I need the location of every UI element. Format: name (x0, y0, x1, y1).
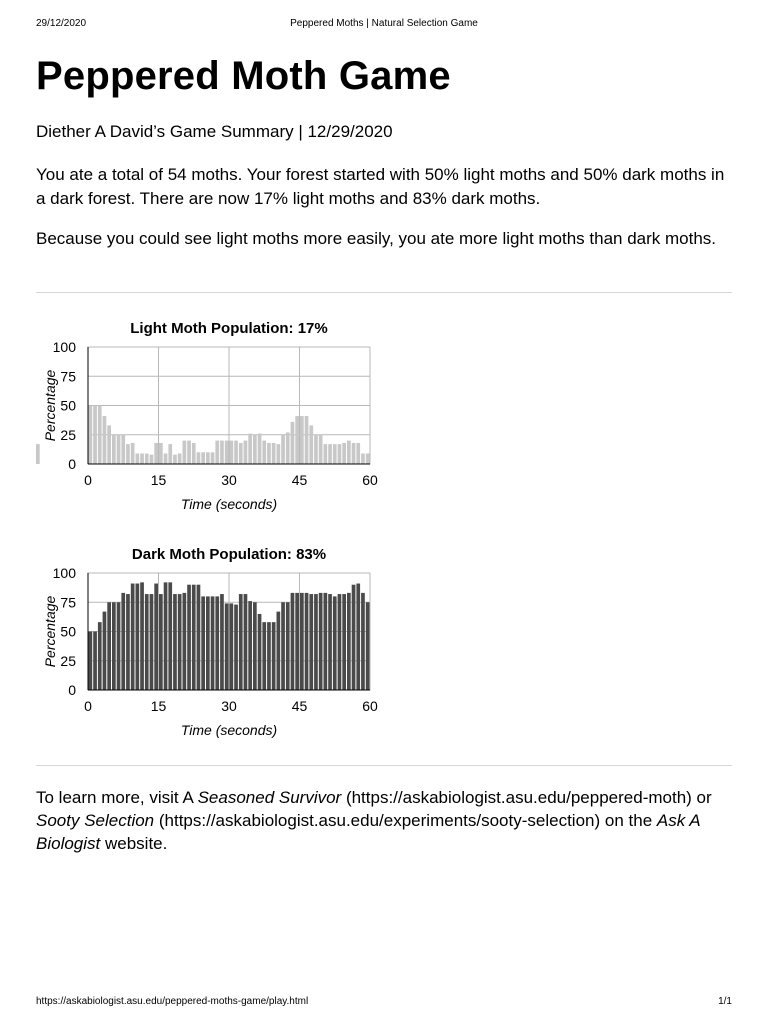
ask-a-biologist-site[interactable]: Ask A Biologist (36, 811, 701, 853)
data-bar (121, 435, 125, 464)
data-bar (103, 612, 107, 690)
data-bar (366, 602, 370, 690)
data-bar (356, 584, 360, 690)
game-summary-line: Diether A David’s Game Summary | 12/29/2020 (36, 122, 393, 141)
explanation-paragraph: Because you could see light moths more easily, you ate more light moths than dark moths. (36, 229, 717, 248)
data-bar (173, 594, 177, 690)
print-url: https://askabiologist.asu.edu/peppered-moths-game/play.html (36, 996, 309, 1007)
data-bar (277, 444, 281, 464)
x-tick-label: 0 (84, 472, 92, 488)
learn-more-or: or (691, 788, 712, 807)
data-bar (117, 602, 121, 690)
data-bar (168, 582, 172, 690)
data-bar (277, 612, 281, 690)
y-tick-label: 0 (68, 456, 76, 472)
data-bar (267, 622, 271, 690)
y-axis-label: Percentage (42, 595, 58, 668)
y-tick-label: 50 (60, 623, 76, 640)
data-bar (267, 443, 271, 464)
data-bar (187, 441, 191, 464)
print-header (36, 18, 732, 32)
y-axis-label: Percentage (42, 369, 58, 442)
y-tick-label: 25 (60, 652, 76, 669)
data-bar (305, 593, 309, 690)
data-bar (225, 603, 229, 690)
data-bar (89, 632, 93, 691)
data-bar (286, 432, 290, 464)
divider-top (36, 292, 732, 293)
data-bar (361, 453, 365, 464)
y-tick-label: 0 (68, 682, 76, 698)
data-bar (164, 453, 168, 464)
data-bar (342, 443, 346, 464)
data-bar (230, 441, 234, 464)
y-tick-label: 100 (52, 339, 76, 355)
data-bar (154, 584, 158, 690)
data-bar (352, 443, 356, 464)
data-bar (168, 444, 172, 464)
data-bar (183, 441, 187, 464)
data-bar (36, 444, 40, 464)
data-bar (324, 593, 328, 690)
data-bar (244, 594, 248, 690)
data-bar (140, 453, 144, 464)
data-bar (211, 596, 215, 690)
data-bar (150, 455, 154, 464)
data-bar (295, 593, 299, 690)
data-bar (333, 596, 337, 690)
chart-title: Light Moth Population: 17% (130, 320, 328, 337)
data-bar (107, 602, 111, 690)
data-bar (197, 585, 201, 690)
data-bar (253, 435, 257, 464)
data-bar (281, 602, 285, 690)
learn-more-prefix: To learn more, visit A (36, 788, 198, 807)
data-bar (291, 422, 295, 464)
data-bar (220, 441, 224, 464)
data-bar (309, 594, 313, 690)
x-tick-label: 15 (150, 472, 167, 488)
data-bar (107, 425, 111, 464)
data-bar (103, 416, 107, 464)
learn-more-on-the: on the (600, 811, 657, 830)
data-bar (333, 444, 337, 464)
chart-title: Dark Moth Population: 83% (131, 546, 327, 563)
data-bar (112, 602, 116, 690)
data-bar (145, 594, 149, 690)
data-bar (178, 594, 182, 690)
learn-more-suffix: website. (100, 834, 168, 853)
data-bar (262, 441, 266, 464)
x-axis-label: Time (seconds) (180, 722, 278, 738)
data-bar (347, 593, 351, 690)
data-bar (154, 443, 158, 464)
data-bar (342, 594, 346, 690)
y-tick-label: 100 (52, 565, 76, 581)
x-tick-label: 60 (362, 472, 378, 488)
data-bar (248, 601, 252, 690)
data-bar (183, 593, 187, 690)
light-moth-chart (36, 312, 416, 522)
page-title: Peppered Moth Game (36, 54, 451, 98)
data-bar (324, 444, 328, 464)
data-bar (281, 435, 285, 464)
y-tick-label: 25 (60, 426, 76, 443)
x-axis-label: Time (seconds) (180, 496, 278, 512)
data-bar (328, 444, 332, 464)
data-bar (361, 593, 365, 690)
data-bar (164, 582, 168, 690)
data-bar (192, 585, 196, 690)
data-bar (131, 584, 135, 690)
data-bar (356, 443, 360, 464)
data-bar (201, 596, 205, 690)
data-bar (239, 443, 243, 464)
data-bar (98, 406, 102, 465)
data-bar (192, 443, 196, 464)
data-bar (136, 453, 140, 464)
data-bar (234, 441, 238, 464)
data-bar (121, 593, 125, 690)
y-tick-label: 75 (60, 594, 76, 611)
data-bar (272, 443, 276, 464)
data-bar (300, 593, 304, 690)
data-bar (159, 594, 163, 690)
data-bar (117, 435, 121, 464)
data-bar (126, 594, 130, 690)
data-bar (244, 441, 248, 464)
data-bar (206, 452, 210, 464)
data-bar (178, 453, 182, 464)
data-bar (225, 441, 229, 464)
x-tick-label: 45 (291, 472, 308, 488)
data-bar (272, 622, 276, 690)
data-bar (159, 443, 163, 464)
x-tick-label: 30 (221, 472, 237, 488)
data-bar (319, 435, 323, 464)
data-bar (314, 594, 318, 690)
data-bar (319, 593, 323, 690)
data-bar (89, 406, 93, 465)
x-tick-label: 0 (84, 698, 92, 714)
data-bar (220, 594, 224, 690)
data-bar (211, 452, 215, 464)
data-bar (258, 434, 262, 464)
data-bar (126, 444, 130, 464)
data-bar (215, 596, 219, 690)
data-bar (173, 455, 177, 464)
data-bar (291, 593, 295, 690)
result-paragraph: You ate a total of 54 moths. Your forest started with 50% light moths and 50% dark moths in a dark forest. There are now 17% light moths and 83% dark moths. (36, 165, 725, 208)
data-bar (112, 435, 116, 464)
data-bar (258, 614, 262, 690)
sooty-selection-url[interactable]: (https://askabiologist.asu.edu/experiments/sooty-selection) (154, 811, 601, 830)
data-bar (300, 416, 304, 464)
data-bar (262, 622, 266, 690)
seasoned-survivor-url[interactable]: (https://askabiologist.asu.edu/peppered-moth) (341, 788, 692, 807)
seasoned-survivor-link[interactable]: Seasoned Survivor (197, 788, 342, 807)
data-bar (248, 434, 252, 464)
data-bar (136, 584, 140, 690)
data-bar (347, 441, 351, 464)
data-bar (328, 594, 332, 690)
data-bar (187, 585, 191, 690)
data-bar (286, 602, 290, 690)
data-bar (145, 453, 149, 464)
print-date: 29/12/2020 (36, 18, 87, 29)
data-bar (352, 585, 356, 690)
data-bar (338, 444, 342, 464)
data-bar (150, 594, 154, 690)
data-bar (230, 603, 234, 690)
x-tick-label: 30 (221, 698, 237, 714)
data-bar (215, 441, 219, 464)
y-tick-label: 75 (60, 368, 76, 385)
data-bar (366, 453, 370, 464)
y-tick-label: 50 (60, 397, 76, 414)
data-bar (338, 594, 342, 690)
x-tick-label: 60 (362, 698, 378, 714)
data-bar (295, 416, 299, 464)
data-bar (253, 602, 257, 690)
data-bar (239, 594, 243, 690)
data-bar (309, 425, 313, 464)
print-page-count: 1/1 (718, 996, 732, 1007)
x-tick-label: 45 (291, 698, 308, 714)
data-bar (314, 435, 318, 464)
data-bar (131, 443, 135, 464)
data-bar (305, 416, 309, 464)
data-bar (234, 605, 238, 690)
learn-more-paragraph (36, 786, 736, 855)
print-page-title: Peppered Moths | Natural Selection Game (290, 18, 478, 29)
data-bar (93, 632, 97, 691)
divider-bottom (36, 765, 732, 766)
print-footer (36, 996, 732, 1010)
data-bar (93, 406, 97, 465)
data-bar (201, 452, 205, 464)
data-bar (140, 582, 144, 690)
x-tick-label: 15 (150, 698, 167, 714)
data-bar (197, 452, 201, 464)
dark-moth-chart (36, 538, 416, 748)
data-bar (206, 596, 210, 690)
data-bar (98, 622, 102, 690)
sooty-selection-link[interactable]: Sooty Selection (36, 811, 155, 830)
